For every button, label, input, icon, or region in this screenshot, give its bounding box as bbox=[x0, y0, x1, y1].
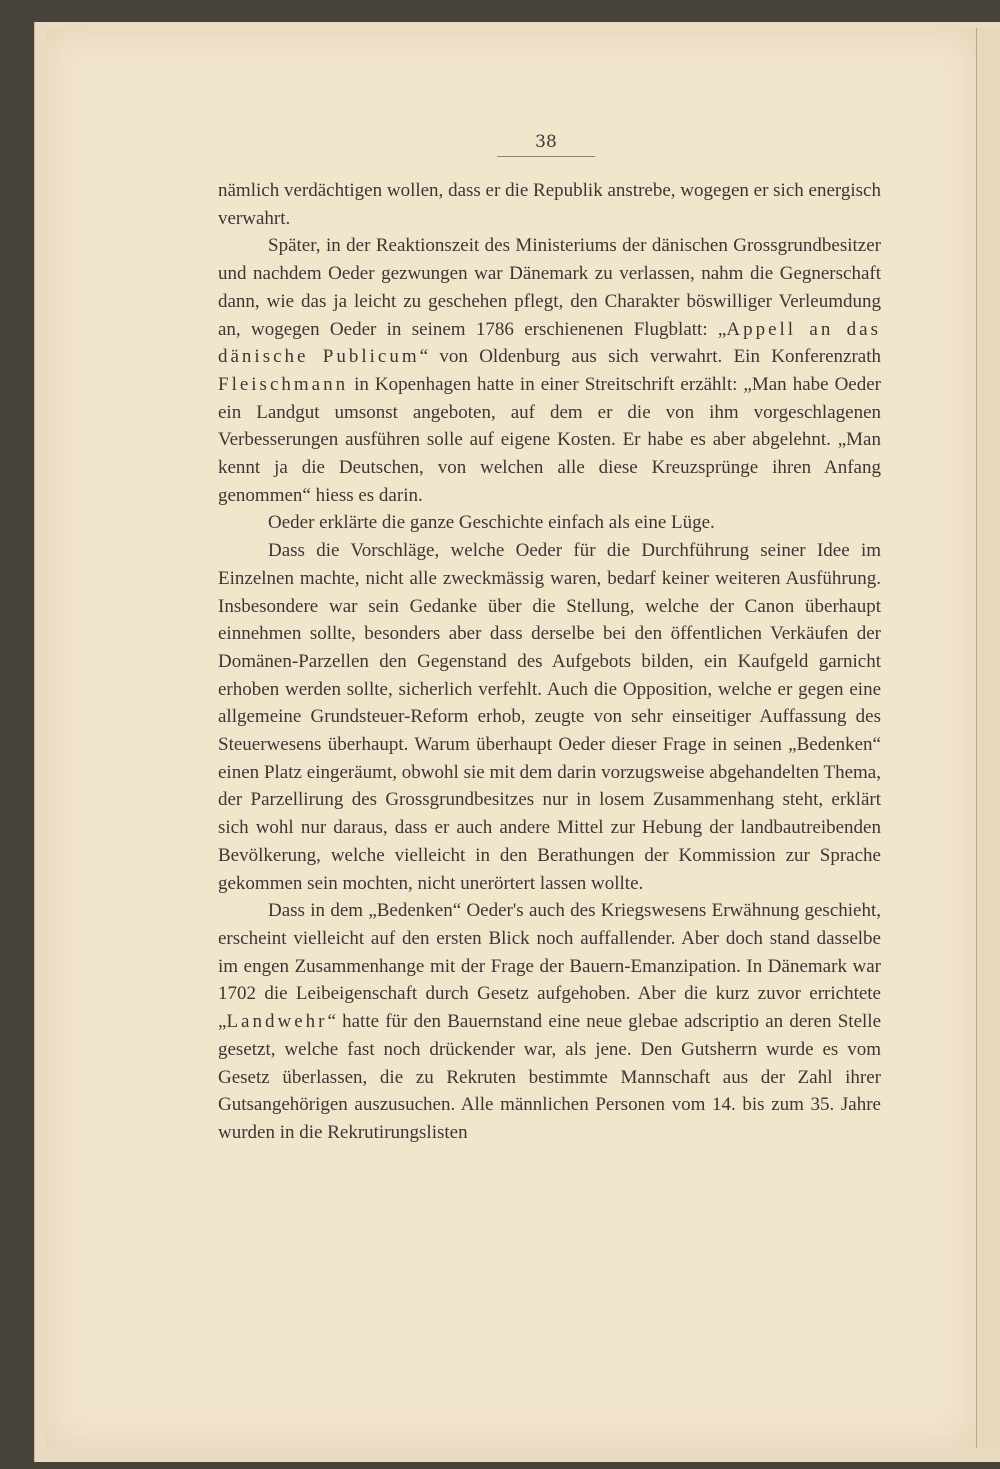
text-run: nämlich verdächtigen wollen, dass er die Republik anstrebe, wogegen er sich energisch verwahrt. bbox=[218, 180, 881, 229]
page-number: 38 bbox=[497, 132, 595, 157]
text-run: Dass in dem „Bedenken“ Oeder's auch des Kriegswesens Erwähnung geschieht, erscheint vielleicht auf den ersten Blick noch auffallender. Aber doch stand dasselbe im engen Zusammenhange mit der Frage der Bauern-Emanzipation. In Dänemark war 1702 die Leibeigenschaft durch Gesetz aufgehoben. Aber die kurz zuvor errichtete „ bbox=[218, 900, 881, 1033]
spaced-emphasis: Landwehr bbox=[226, 1011, 328, 1033]
text-run: Dass die Vorschläge, welche Oeder für die Durchführung seiner Idee im Einzelnen machte, nicht alle zweckmässig waren, bedarf keiner weiteren Ausführung. Insbesondere war sein Gedanke über die Stellung, welche der Canon überhaupt einnehmen sollte, besonders aber dass derselbe bei den öffentlichen Verkäufen der Domänen-Parzellen den Gegenstand des Aufgebots bilden, ein Kaufgeld garnicht erhoben werden sollte, sicherlich verfehlt. Auch die Opposition, welche er gegen eine allgemeine Grundsteuer-Reform erhob, zeugte von sehr einseitiger Auffassung des Steuerwesens überhaupt. Warum überhaupt Oeder dieser Frage in seinen „Bedenken“ einen Platz eingeräumt, obwohl sie mit dem darin vorzugsweise abgehandelten Thema, der Parzellirung des Grossgrundbesitzes nur in losem Zusammenhang steht, erklärt sich wohl nur daraus, dass er auch andere Mittel zur Hebung der landbautreibenden Bevölkerung, welche vielleicht in den Berathungen der Kommission zur Sprache gekommen sein mochten, nicht unerörtert lassen wollte. bbox=[218, 540, 881, 894]
paragraph bbox=[218, 232, 881, 509]
text-run: “ hatte für den Bauernstand eine neue glebae adscriptio an deren Stelle gesetzt, welche fast noch drückender war, als jene. Den Gutsherrn wurde es vom Gesetz überlassen, die zu Rekruten bestimmte Mannschaft aus der Zahl ihrer Gutsangehörigen auszusuchen. Alle männlichen Personen vom 14. bis zum 35. Jahre wurden in die Rekrutirungslisten bbox=[218, 1011, 881, 1143]
paragraph bbox=[218, 177, 881, 232]
text-run: Oeder erklärte die ganze Geschichte einfach als eine Lüge. bbox=[268, 512, 715, 534]
paragraph bbox=[218, 537, 881, 897]
spaced-emphasis: Fleischmann bbox=[218, 373, 349, 395]
paragraph bbox=[218, 897, 881, 1146]
body-text bbox=[218, 177, 881, 1147]
text-run: Später, in der Reaktionszeit des Ministeriums der dänischen Grossgrundbesitzer und nachdem Oeder gezwungen war Dänemark zu verlassen, nahm die Gegnerschaft dann, wie das ja leicht zu geschehen pflegt, den Charakter böswilliger Verleumdung an, wogegen Oeder in seinem 1786 erschienenen Flugblatt: „ bbox=[218, 235, 881, 340]
spaced-emphasis: Appell an das dänische Publicum bbox=[218, 318, 881, 368]
binding-strip bbox=[976, 28, 1000, 1448]
text-run: “ von Oldenburg aus sich verwahrt. Ein Konferenzrath bbox=[419, 346, 881, 368]
text-run: in Kopenhagen hatte in einer Streitschrift erzählt: „Man habe Oeder ein Landgut umsonst angeboten, auf dem er die von ihm vorgeschlagenen Verbesserungen ausführen solle auf eigene Kosten. Er habe es aber abgelehnt. „Man kennt ja die Deutschen, von welchen alle diese Kreuzsprünge ihren Anfang genommen“ hiess es darin. bbox=[218, 373, 881, 506]
paragraph bbox=[218, 509, 881, 537]
